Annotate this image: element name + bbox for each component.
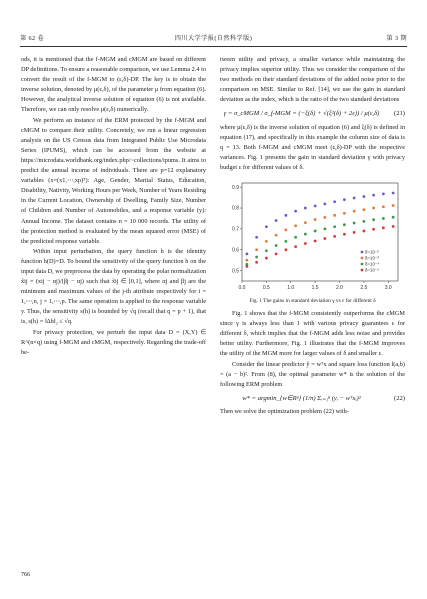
data-point (382, 192, 385, 195)
data-point (255, 248, 258, 251)
y-tick-label: 0.9 (232, 184, 239, 191)
y-tick-label: 0.5 (232, 268, 239, 275)
data-point (343, 223, 346, 226)
data-point (294, 210, 297, 213)
data-point (323, 237, 326, 240)
x-tick-label: 1.5 (311, 285, 319, 292)
data-point (294, 245, 297, 248)
data-point (275, 253, 278, 256)
x-tick-label: 3.0 (384, 285, 392, 292)
equation-body: γ = σ_cMGM / σ_f-MGM = (−ξ(δ) + √(ξ²(δ) + 2ε)) / μ(ε,δ) (223, 110, 380, 118)
paragraph: ods, it is mentioned that the f-MGM and cMGM are based on different DP definitions. To ensure a reasonable comparison, we use Lemma 2.4 to convert the result of the f-MGM to (ε,δ)-DP. The key is to obtain the inverse solution, denoted by μ(ε,δ), of the parameter μ from equation (6). However, the analytical inverse solution of equation (6) is not available. Therefore, we can only resolve μ(ε,δ) numerically. (21, 56, 206, 114)
x-tick-label: 0.5 (262, 285, 270, 292)
data-point (333, 235, 336, 238)
data-point (392, 192, 395, 195)
data-point (294, 236, 297, 239)
running-header (20, 33, 407, 45)
data-point (304, 233, 307, 236)
legend-label: δ=10⁻³ (365, 255, 379, 261)
paragraph: Consider the linear predictor ŷ = wᵀx and square loss function l(a,b) = (a − b)². From (8), the optimal parameter w* is the solution of the following ERM problem (220, 360, 405, 388)
data-point (343, 198, 346, 201)
legend-label: δ=10⁻⁴ (365, 261, 380, 267)
data-point (245, 253, 248, 256)
equation-number: (21) (394, 110, 405, 118)
legend-marker (361, 269, 364, 272)
equation-number: (22) (394, 394, 405, 402)
data-point (255, 261, 258, 264)
data-point (343, 233, 346, 236)
data-point (245, 259, 248, 262)
data-point (304, 242, 307, 245)
data-point (362, 230, 365, 233)
journal-title: 四川大学学报(自然科学版) (174, 35, 253, 42)
gain-chart (220, 177, 405, 295)
data-point (245, 265, 248, 268)
x-tick-label: 2.5 (360, 285, 368, 292)
data-point (382, 217, 385, 220)
x-tick-label: 0.0 (238, 285, 246, 292)
data-point (353, 231, 356, 234)
legend-marker (361, 251, 364, 254)
data-point (362, 220, 365, 223)
data-point (284, 248, 287, 251)
data-point (343, 212, 346, 215)
data-point (314, 230, 317, 233)
header-rule (20, 46, 407, 47)
data-point (353, 222, 356, 225)
legend-marker (361, 257, 364, 260)
equation-body: w* = argmin_{w∈Rᵖ} (1/n) Σᵢ₌₁ⁿ (yᵢ − wᵀxᵢ)² (242, 394, 361, 402)
data-point (353, 197, 356, 200)
paragraph: For privacy protection, we perturb the input data D = (X,Y) ∈ R^(n×q) using f-MGM and cMGM, respectively. Regarding the trade-off be- (21, 328, 206, 356)
data-point (333, 200, 336, 203)
data-point (304, 221, 307, 224)
data-point (323, 216, 326, 219)
data-point (314, 205, 317, 208)
paragraph: Within input perturbation, the query function h is the identity function h(D)=D. To bound the sensitivity of the query function h on the input data D, we preprocess the data by operating the polar normalization x̃ij = (xij − αj)/(βj − αj) such that x̃ij ∈ [0,1], where αj and βj are the minimum and maximum values of the j-th attribute respectively for i = 1,⋯,n, j = 1,⋯,p. The same operation is applied to the response variable y. Thus, the sensitivity s(h) is bounded by √q (recall that q = p + 1), that is, s(h) = ‖Δh‖₂ ≤ √q. (21, 247, 206, 326)
data-point (275, 219, 278, 222)
x-tick-label: 2.0 (336, 285, 343, 292)
data-point (323, 202, 326, 205)
paragraph: tween utility and privacy, a smaller variance while maintaining the privacy implies superior utility. Thus we consider the comparison of the two methods on their standard deviations of the added noise prior to the comparison on MSE. Similar to Ref. [14], we use the gain in standard deviation as the index, which is the ratio of the two standard deviations (220, 56, 405, 104)
y-tick-label: 0.7 (232, 226, 239, 233)
data-point (284, 214, 287, 217)
data-point (275, 244, 278, 247)
data-point (265, 225, 268, 228)
data-point (284, 240, 287, 243)
left-column (21, 55, 206, 358)
data-point (314, 240, 317, 243)
paragraph: Fig. 1 shows that the f-MGM consistently outperforms the cMGM since γ is always less than 1 with various privacy guarantees ε for different δ, which implies that the f-MGM adds less noise and provides better utility. Furthermore, Fig. 1 illustrates that the f-MGM improves the utility of the MGM more for larger values of δ and smaller ε. (220, 310, 405, 358)
data-point (255, 256, 258, 259)
data-point (284, 229, 287, 232)
legend-marker (361, 263, 364, 266)
data-point (372, 228, 375, 231)
figure-caption: Fig. 1 The gains in standard deviation γ vs ε for different δ (249, 298, 376, 305)
legend-label: δ=10⁻⁵ (365, 267, 380, 273)
data-point (265, 257, 268, 260)
equation-21 (220, 109, 405, 119)
paragraph: where μ(ε,δ) is the inverse solution of equation (6) and ξ(δ) is defined in equation (17), and specifically in this example the column size of data is q = 13. Both f-MGM and cMGM meet (ε,δ)-DP with the respective variances. Fig. 1 presents the gain in standard deviation γ with privacy budget ε for different values of δ. (220, 123, 405, 171)
y-tick-label: 0.6 (232, 247, 239, 254)
legend-label: δ=10⁻² (365, 249, 379, 255)
figure-1 (220, 177, 405, 295)
data-point (392, 216, 395, 219)
data-point (333, 225, 336, 228)
data-point (372, 218, 375, 221)
paragraph: Then we solve the optimization problem (22) with- (220, 407, 349, 415)
data-point (265, 249, 268, 252)
data-point (323, 228, 326, 231)
data-point (275, 234, 278, 237)
data-point (294, 224, 297, 227)
data-point (333, 214, 336, 217)
paragraph: We perform an instance of the ERM protected by the f-MGM and cMGM to compare their utility. Concretely, we run a linear regression analysis on the US Census data from Integrated Public Use Microdata Series (IPUMS), which can be accessed from the website at https://microdata.worldbank.org/index.php/~collections/ipums. It aims to predict the annual income of individuals. There are p=12 explanatory variables (x=(x1,⋯,xp)ᵀ): Age, Gender, Marital Status, Education, Disability, Nativity, Working Hours per Week, Number of Years Residing in the Current Location, Ownership of Dwelling, Family Size, Number of Children and Number of Automobiles, and a response variable (y): Annual Income. The dataset contains n = 10 000 records. The utility of the protection method is evaluated by the mean squared error (MSE) of the predicted response variable. (21, 116, 206, 245)
data-point (382, 205, 385, 208)
x-tick-label: 1.0 (287, 285, 295, 292)
data-point (314, 218, 317, 221)
data-point (372, 194, 375, 197)
data-point (372, 207, 375, 210)
data-point (392, 204, 395, 207)
y-tick-label: 0.8 (232, 205, 239, 212)
data-point (304, 207, 307, 210)
right-column (220, 55, 405, 417)
data-point (265, 240, 268, 243)
page-number: 766 (21, 572, 30, 578)
data-point (362, 195, 365, 198)
equation-22 (220, 394, 405, 404)
data-point (255, 236, 258, 239)
data-point (353, 210, 356, 213)
data-point (392, 225, 395, 228)
issue-label: 第 3 期 (386, 35, 407, 42)
volume-label: 第 62 卷 (20, 35, 45, 42)
data-point (362, 208, 365, 211)
data-point (382, 226, 385, 229)
